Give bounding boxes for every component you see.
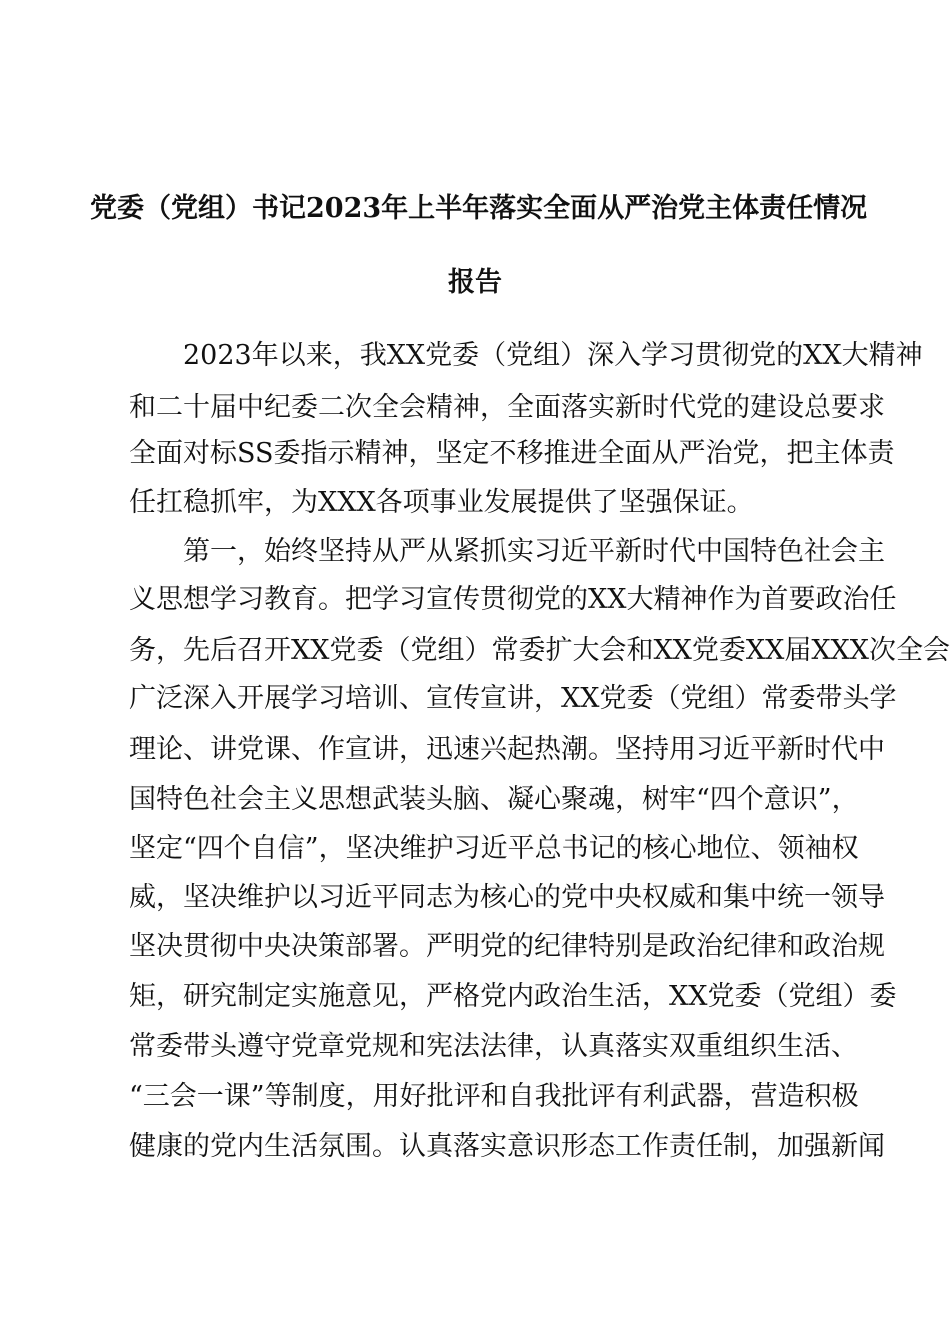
body-text-line: 2023年以来，我XX党委（党组）深入学习贯彻党的XX大精神 <box>129 340 923 371</box>
body-text-line: 坚决贯彻中央决策部署。严明党的纪律特别是政治纪律和政治规 <box>129 931 885 962</box>
body-text-line: 广泛深入开展学习培训、宣传宣讲，XX党委（党组）常委带头学 <box>129 683 897 714</box>
body-text-line: 务，先后召开XX党委（党组）常委扩大会和XX党委XX届XXX次全会 <box>129 635 950 666</box>
body-text-line: 义思想学习教育。把学习宣传贯彻党的XX大精神作为首要政治任 <box>129 584 897 615</box>
body-text-line: 矩，研究制定实施意见，严格党内政治生活，XX党委（党组）委 <box>129 981 897 1012</box>
body-text-line: 全面对标SS委指示精神，坚定不移推进全面从严治党，把主体责 <box>129 438 895 469</box>
body-text-line: “三会一课”等制度，用好批评和自我批评有利武器，营造积极 <box>129 1081 859 1112</box>
body-text-line: 国特色社会主义思想武装头脑、凝心聚魂，树牢“四个意识”， <box>129 784 859 815</box>
body-text-line: 威，坚决维护以习近平同志为核心的党中央权威和集中统一领导 <box>129 882 885 913</box>
body-text-line: 常委带头遵守党章党规和宪法法律，认真落实双重组织生活、 <box>129 1031 858 1062</box>
body-text-line: 任扛稳抓牢，为XXX各项事业发展提供了坚强保证。 <box>129 487 754 518</box>
document-title-line-1: 党委（党组）书记2023年上半年落实全面从严治党主体责任情况 <box>90 193 868 224</box>
body-text-line: 坚定“四个自信”，坚决维护习近平总书记的核心地位、领袖权 <box>129 833 859 864</box>
document-title-line-2: 报告 <box>448 267 502 298</box>
body-text-line: 理论、讲党课、作宣讲，迅速兴起热潮。坚持用习近平新时代中 <box>129 734 885 765</box>
body-text-line: 第一，始终坚持从严从紧抓实习近平新时代中国特色社会主 <box>129 536 885 567</box>
body-text-line: 和二十届中纪委二次全会精神，全面落实新时代党的建设总要求 <box>129 392 885 423</box>
body-text-line: 健康的党内生活氛围。认真落实意识形态工作责任制，加强新闻 <box>129 1131 885 1162</box>
